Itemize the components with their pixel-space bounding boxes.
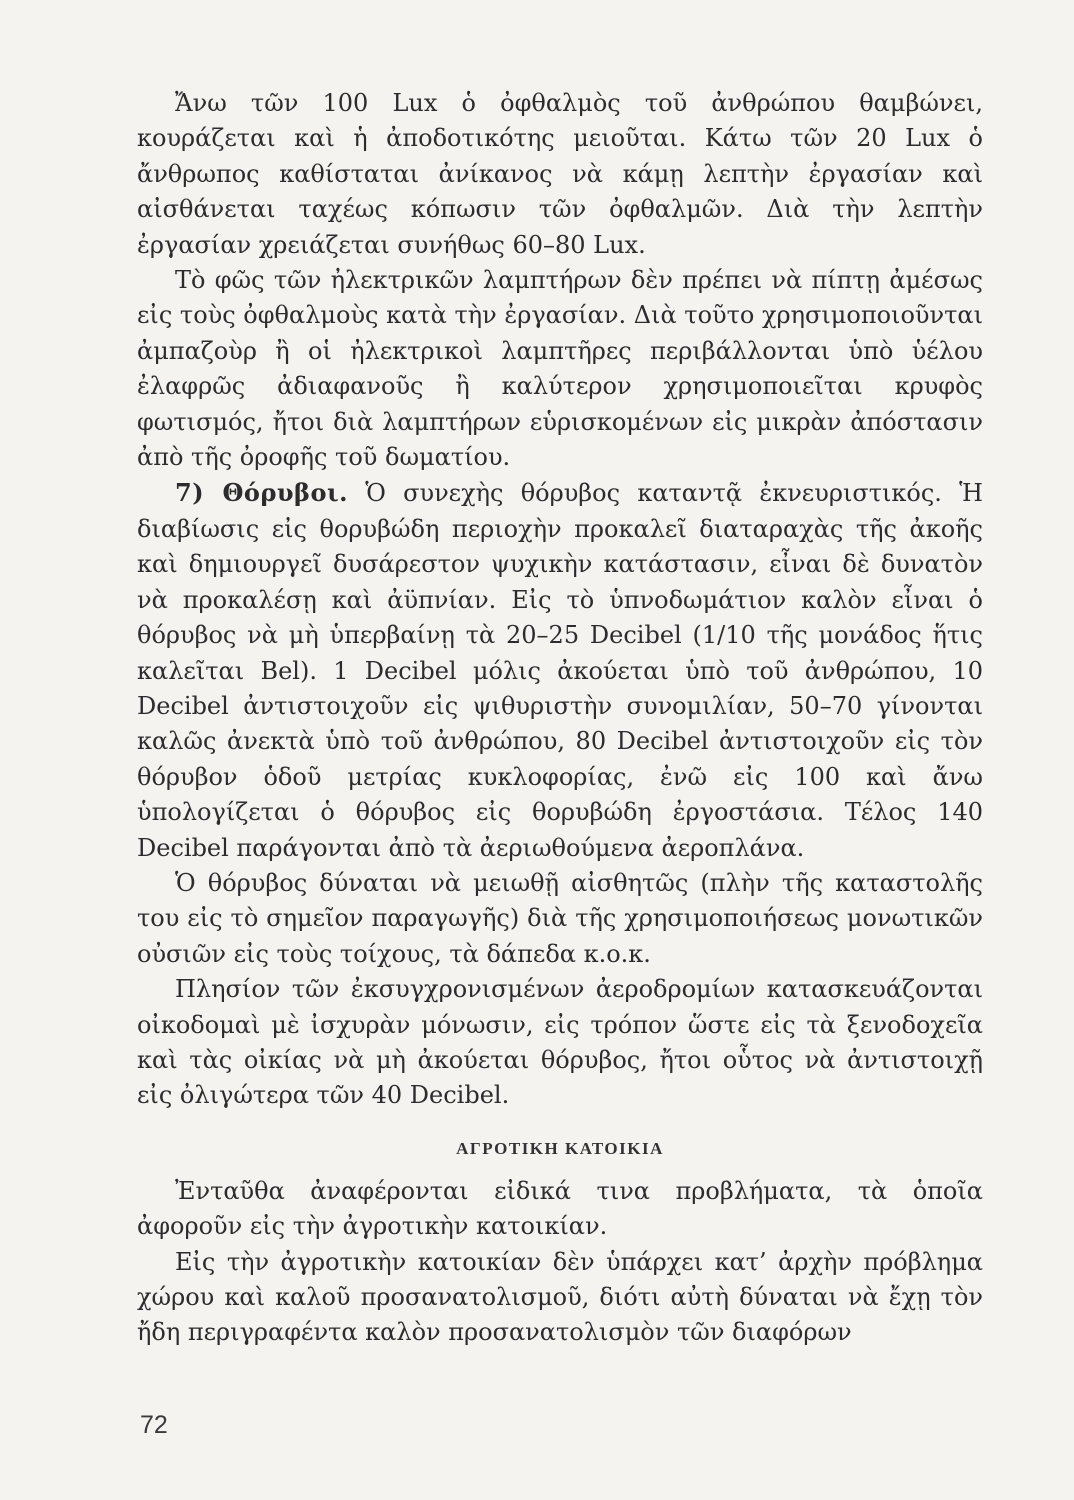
section-heading-rural-housing: ΑΓΡΟΤΙΚΗ ΚΑΤΟΙΚΙΑ	[456, 1138, 664, 1158]
body-text	[137, 86, 983, 1351]
paragraph-lux-levels: Ἄνω τῶν 100 Lux ὁ ὀφθαλμὸς τοῦ ἀνθρώπου θαμβώνει, κουράζεται καὶ ἡ ἀποδοτικότης μειοῦται. Κάτω τῶν 20 Lux ὁ ἄνθρωπος καθίσταται ἀνίκανος νὰ κάμῃ λεπτὴν ἐργασίαν καὶ αἰσθάνεται ταχέως κόπωσιν τῶν ὀφθαλμῶν. Διὰ τὴν λεπτὴν ἐργασίαν χρειάζεται συνήθως 60–80 Lux.	[137, 89, 983, 259]
page-number: 72	[140, 1411, 168, 1439]
paragraph-airports: Πλησίον τῶν ἐκσυγχρονισμένων ἀεροδρομίων κατασκευάζονται οἰκοδομαὶ μὲ ἰσχυρὰν μόνωσιν, εἰς τρόπον ὥστε εἰς τὰ ξενοδοχεῖα καὶ τὰς οἰκίας νὰ μὴ ἀκούεται θόρυβος, ἤτοι οὗτος νὰ ἀντιστοιχῇ εἰς ὀλιγώτερα τῶν 40 Decibel.	[137, 975, 983, 1110]
paragraph-noise-text: Ὁ συνεχὴς θόρυβος καταντᾷ ἐκνευριστικός. Ἡ διαβίωσις εἰς θορυβώδη περιοχὴν προκαλεῖ διαταραχὰς τῆς ἀκοῆς καὶ δημιουργεῖ δυσάρεστον ψυχικὴν κατάστασιν, εἶναι δὲ δυνατὸν νὰ προκαλέσῃ καὶ ἀϋπνίαν. Εἰς τὸ ὑπνοδωμάτιον καλὸν εἶναι ὁ θόρυβος νὰ μὴ ὑπερβαίνῃ τὰ 20–25 Decibel (1/10 τῆς μονάδος ἥτις καλεῖται Bel). 1 Decibel μόλις ἀκούεται ὑπὸ τοῦ ἀνθρώπου, 10 Decibel ἀντιστοιχοῦν εἰς ψιθυριστὴν συνομιλίαν, 50–70 γίνονται καλῶς ἀνεκτὰ ὑπὸ τοῦ ἀνθρώπου, 80 Decibel ἀντιστοιχοῦν εἰς τὸν θόρυβον ὁδοῦ μετρίας κυκλοφορίας, ἐνῶ εἰς 100 καὶ ἄνω ὑπολογίζεται ὁ θόρυβος εἰς θορυβώδη ἐργοστάσια. Τέλος 140 Decibel παράγονται ἀπὸ τὰ ἀεριωθούμενα ἀεροπλάνα.	[137, 479, 983, 862]
paragraph-rural-orientation: Εἰς τὴν ἀγροτικὴν κατοικίαν δὲν ὑπάρχει κατ’ ἀρχὴν πρόβλημα χώρου καὶ καλοῦ προσανατολισμοῦ, διότι αὐτὴ δύναται νὰ ἔχῃ τὸν ἤδη περιγραφέντα καλὸν προσανατολισμὸν τῶν διαφόρων	[137, 1247, 983, 1347]
section-heading-noise: 7) Θόρυβοι.	[175, 478, 348, 508]
paragraph-noise-reduction: Ὁ θόρυβος δύναται νὰ μειωθῇ αἰσθητῶς (πλὴν τῆς καταστολῆς του εἰς τὸ σημεῖον παραγωγῆς) διὰ τῆς χρησιμοποιήσεως μονωτικῶν οὐσιῶν εἰς τοὺς τοίχους, τὰ δάπεδα κ.ο.κ.	[137, 868, 983, 968]
paragraph-lamp-light: Τὸ φῶς τῶν ἠλεκτρικῶν λαμπτήρων δὲν πρέπει νὰ πίπτῃ ἀμέσως εἰς τοὺς ὀφθαλμοὺς κατὰ τὴν ἐργασίαν. Διὰ τοῦτο χρησιμοποιοῦνται ἀμπαζοὺρ ἢ οἱ ἠλεκτρικοὶ λαμπτῆρες περιβάλλονται ὑπὸ ὑέλου ἐλαφρῶς ἀδιαφανοῦς ἢ καλύτερον χρησιμοποιεῖται κρυφὸς φωτισμός, ἤτοι διὰ λαμπτήρων εὑρισκομένων εἰς μικρὰν ἀπόστασιν ἀπὸ τῆς ὀροφῆς τοῦ δωματίου.	[137, 266, 983, 472]
paragraph-rural-intro: Ἐνταῦθα ἀναφέρονται εἰδικά τινα προβλήματα, τὰ ὁποῖα ἀφοροῦν εἰς τὴν ἀγροτικὴν κατοικίαν.	[137, 1176, 983, 1241]
paragraph-noise	[137, 475, 983, 865]
